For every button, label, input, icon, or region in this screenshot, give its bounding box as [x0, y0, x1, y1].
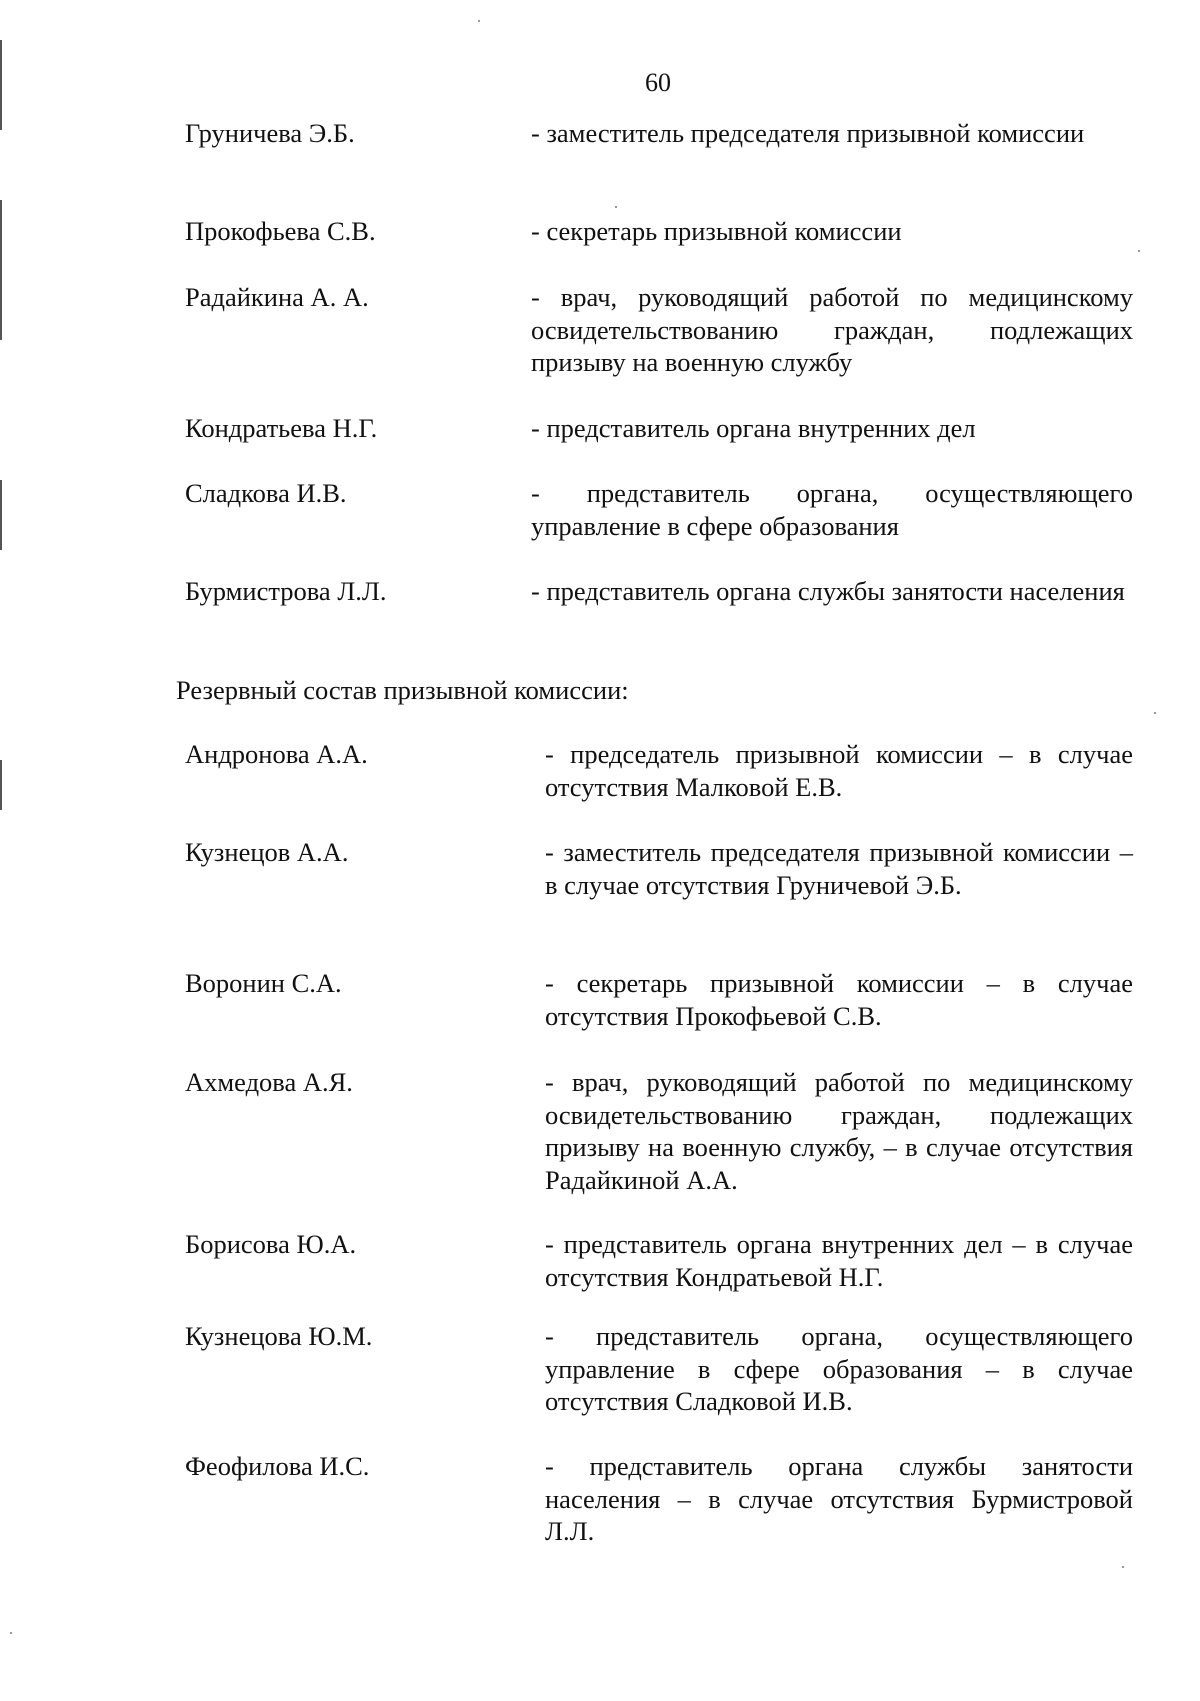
member-name: Сладкова И.В.	[185, 478, 347, 508]
member-role: - врач, руководящий работой по медицинскому освидетельствованию граждан, подлежащих призыву на военную службу, – в случае отсутствия Радайкиной А.А.	[545, 1067, 1133, 1195]
page-number: 60	[645, 68, 671, 97]
member-name: Радайкина А. А.	[185, 282, 369, 312]
member-role: - представитель органа внутренних дел – в случае отсутствия Кондратьевой Н.Г.	[545, 1229, 1133, 1292]
scan-speck	[615, 206, 617, 208]
member-role: - представитель органа внутренних дел	[531, 413, 976, 443]
member-role: - секретарь призывной комиссии	[531, 216, 902, 246]
member-name: Воронин С.А.	[185, 968, 342, 998]
member-role: - представитель органа, осуществляющего управление в сфере образования	[531, 478, 1133, 541]
scan-speck	[1138, 250, 1140, 252]
scan-edge-mark	[0, 760, 2, 810]
member-role: - заместитель председателя призывной комиссии – в случае отсутствия Груничевой Э.Б.	[545, 837, 1133, 900]
member-name: Борисова Ю.А.	[185, 1229, 357, 1259]
scan-edge-mark	[0, 480, 2, 550]
member-name: Груничева Э.Б.	[185, 118, 355, 148]
scan-edge-mark	[0, 200, 2, 340]
member-role: - секретарь призывной комиссии – в случае отсутствия Прокофьевой С.В.	[545, 968, 1133, 1031]
scan-speck	[10, 1632, 12, 1634]
member-role: - представитель органа, осуществляющего управление в сфере образования – в случае отсутствия Сладковой И.В.	[545, 1321, 1133, 1416]
member-name: Кондратьева Н.Г.	[185, 413, 378, 443]
member-name: Кузнецова Ю.М.	[185, 1321, 373, 1351]
scan-speck	[478, 20, 480, 22]
scan-speck	[1154, 712, 1156, 714]
member-role: - представитель органа службы занятости населения – в случае отсутствия Бурмистровой Л.Л.	[545, 1451, 1133, 1546]
member-role: - председатель призывной комиссии – в случае отсутствия Малковой Е.В.	[545, 739, 1133, 802]
member-name: Феофилова И.С.	[185, 1451, 370, 1481]
member-role: - представитель органа службы занятости населения	[531, 576, 1125, 606]
member-role: - заместитель председателя призывной комиссии	[531, 118, 1085, 148]
reserve-heading: Резервный состав призывной комиссии:	[176, 675, 629, 705]
member-name: Кузнецов А.А.	[185, 837, 349, 867]
member-name: Прокофьева С.В.	[185, 216, 376, 246]
scan-speck	[1122, 1566, 1124, 1568]
member-role: - врач, руководящий работой по медицинскому освидетельствованию граждан, подлежащих призыву на военную службу	[531, 282, 1133, 377]
member-name: Андронова А.А.	[185, 739, 368, 769]
member-name: Бурмистрова Л.Л.	[185, 576, 387, 606]
member-name: Ахмедова А.Я.	[185, 1067, 353, 1097]
